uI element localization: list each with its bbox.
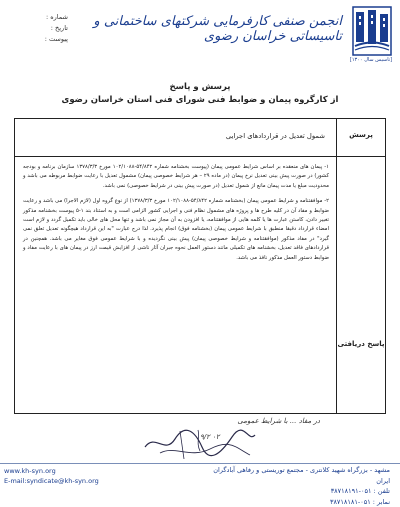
answer-paragraph-1: ۱- پیمان های منعقده بر اساس شرایط عمومی پیمان (پیوست بخشنامه شماره ۵۴/۸۴۲-۱۰۲/۱۰۸۸ مورخ ۱۳۷۸/۳/۳ سازمان برنامه و بودجه کشور) در صورت پیش بینی تعدیل نرخ پیمان (در ماده ۲۹ – هر شرایط خصوصی پیمان) مشمول تعدیل با رعایت ضوابط مربوطه می باشد و محدودیت مبلغ یا مدت پیمان مانع از شمول تعدیل (در صورت پیش بینی در شرایط خصوصی) نمی باشد. [23, 163, 329, 191]
answer-text [23, 163, 329, 269]
signature-note: در مفاد ... با شرایط عمومی [230, 417, 320, 425]
date-label: تاریخ : [8, 23, 68, 34]
footer-email-link[interactable]: E-mail:syndicate@kh-syn.org [4, 476, 99, 486]
footer-divider [0, 463, 400, 464]
logo-caption: [تاسیس سال ۱۳۰۰] [348, 57, 394, 63]
letter-meta [8, 12, 68, 45]
table-column-divider [336, 119, 337, 413]
handwritten-signature-icon [140, 425, 260, 463]
footer-contact-web [4, 466, 99, 486]
signature-date: ۹/۲ ۰۲ [200, 433, 220, 441]
qa-table [14, 118, 386, 414]
title-line1: پرسش و پاسخ [20, 81, 380, 94]
question-text: شمول تعدیل در قراردادهای اجرایی [25, 132, 325, 140]
answer-label: پاسخ دریافتی [337, 339, 385, 350]
org-name: انجمن صنفی کارفرمایی شرکتهای ساختمانی و تاسیساتی خراسان رضوی [77, 14, 342, 44]
org-logo-icon [352, 6, 392, 56]
footer-contact-address [200, 465, 390, 507]
number-label: شماره : [8, 12, 68, 23]
footer-fax: نمابر : ۰۵۱-۳۸۷۱۸۱۸۱ [200, 497, 390, 507]
document-title [20, 81, 380, 107]
footer-website-link[interactable]: www.kh-syn.org [4, 466, 99, 476]
footer-phone: تلفن : ۰۵۱-۳۸۷۱۸۱۹۱ [200, 486, 390, 497]
title-line2: از کارگروه پیمان و ضوابط فنی شورای فنی استان خراسان رضوی [20, 94, 380, 107]
table-row-divider [15, 156, 385, 157]
footer-address: مشهد - بزرگراه شهید کلانتری - مجتمع توریستی و رفاهی آبادگران ایران [200, 465, 390, 486]
attachment-label: پیوست : [8, 34, 68, 45]
question-label: پرسش [337, 131, 385, 139]
answer-paragraph-2: ۲- موافقتنامه و شرایط عمومی پیمان (بخشنامه شماره ۵۴/۸۴۲-۱۰۲/۱۰۸۸ مورخ ۱۳۷۸/۳/۳) از نوع گروه اول (لازم الاجرا) می باشد و رعایت ضوابط و مفاد آن در کلیه طرح ها و پروژه های مشمول نظام فنی و اجرایی کشور الزامی است و به استناد بند ۱-۵ پیوست بخشنامه مذکور تغییر دادن، کاستن عبارت ها یا کلمه هایی از موافقتنامه، یا افزودن به آن مجاز نمی باشد و تنها محل های خالی باید تکمیل گردد و لازم است امضاء قرارداد دقیقا منطبق با شرایط عمومی پیمان (بخشنامه فوق) انجام پذیرد. لذا درج عبارت "به این قرارداد هیچگونه تعدیل تعلق نمی گیرد" در مفاد مذکور (موافقتنامه و شرایط خصوصی پیمان) پیش بینی نگردیده و با شرایط عمومی فوق مغایر می باشد. همچنین در قراردادهای فاقد تعدیل، بخشنامه های تکمیلی مانند دستور العمل نحوه جبران آثار ناشی از افزایش قیمت ارز در پیمان های با رعایت مفاد و ضوابط دستور العمل مذکور نافذ می باشد. [23, 197, 329, 263]
